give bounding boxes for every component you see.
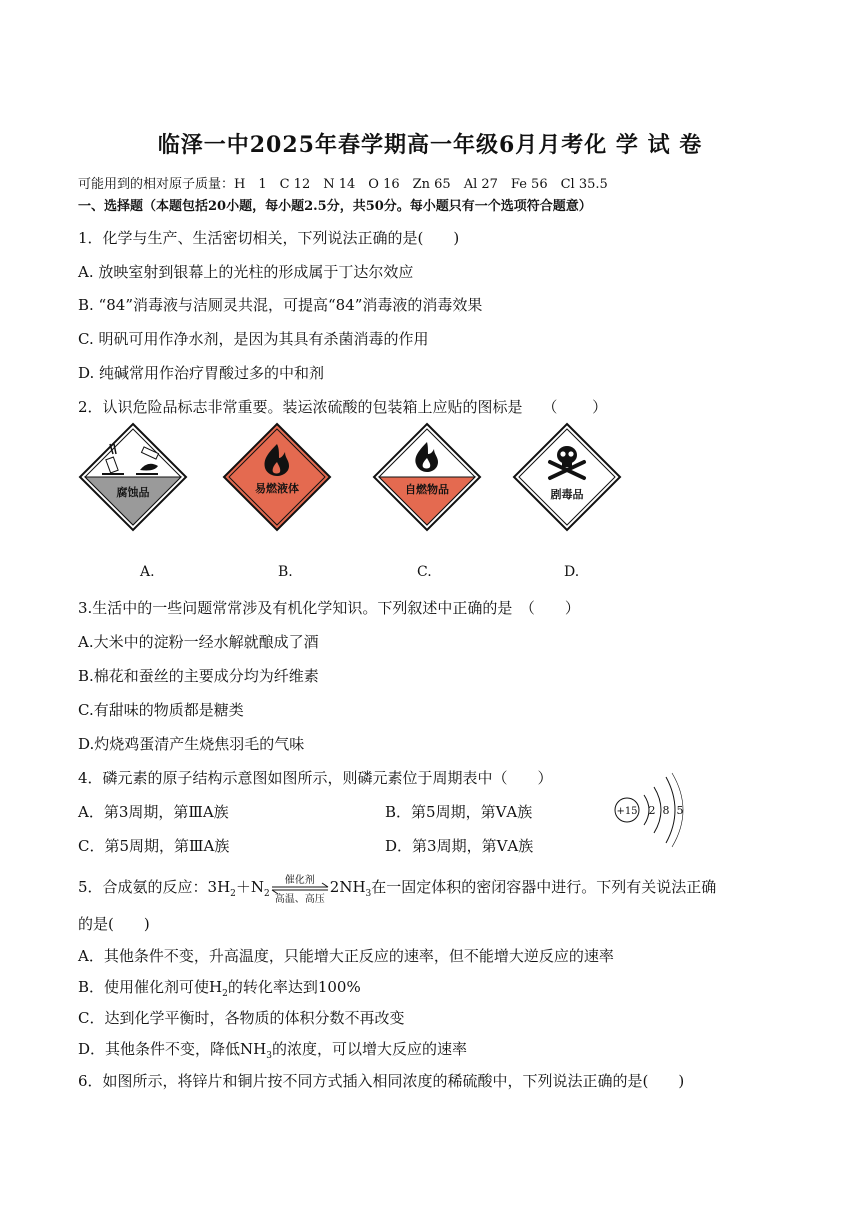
section-heading: 一、选择题（本题包括20小题，每小题2.5分，共50分。每小题只有一个选项符合题意） [78,199,592,214]
q5-stem: 5．合成氨的反应：$3H_2+N_2$ 催化剂 高温、高压 $2NH_3$在一固定体积的密闭容器中进行。下列有关说法正确 [78,875,717,905]
corrosive-sign-label: 腐蚀品 [116,486,150,499]
flammable-liquid-fill [224,424,330,530]
shell-2-count: 8 [662,804,670,817]
q1-option-b: B. “84”消毒液与洁厕灵共混，可提高“84”消毒液的消毒效果 [78,296,483,314]
q2-option-b-label: B. [278,564,293,580]
q3-option-b: B.棉花和蚕丝的主要成分均为纤维素 [78,667,319,685]
q2-option-d-label: D. [564,564,580,580]
shell-1-count: 2 [648,804,656,817]
q6-stem: 6．如图所示，将锌片和铜片按不同方式插入相同浓度的稀硫酸中，下列说法正确的是( ) [78,1072,685,1090]
q1-option-c: C. 明矾可用作净水剂，是因为其具有杀菌消毒的作用 [78,330,429,348]
shell-3-count: 5 [676,804,684,817]
phosphorus-atom-diagram [610,765,695,855]
q5-option-c: C．达到化学平衡时，各物质的体积分数不再改变 [78,1009,405,1027]
q1-stem: 1．化学与生产、生活密切相关，下列说法正确的是( ) [78,229,460,247]
toxic-fill [514,424,620,530]
flammable-liquid-sign [222,422,332,532]
corrosive-sign [78,422,188,532]
atomic-masses: 可能用到的相对原子质量：H 1 C 12 N 14 O 16 Zn 65 Al 27 Fe 56 Cl 35.5 [78,177,608,192]
toxic-sign [512,422,622,532]
spontaneous-combustion-sign [372,422,482,532]
q2-option-c-label: C. [417,564,432,580]
q2-option-a-label: A. [140,564,155,580]
q4-option-a: A．第3周期，第ⅢA族 [78,803,229,821]
q5-option-a: A．其他条件不变，升高温度，只能增大正反应的速率，但不能增大逆反应的速率 [78,947,614,965]
spontaneous-combustion-sign-label: 自燃物品 [405,483,449,496]
equilibrium-arrow-icon: 催化剂 高温、高压 [270,873,330,903]
q4-option-c: C．第5周期，第ⅢA族 [78,837,230,855]
q2-stem: 2．认识危险品标志非常重要。装运浓硫酸的包装箱上应贴的图标是 （ ） [78,398,608,416]
q3-option-c: C.有甜味的物质都是糖类 [78,701,244,719]
q1-option-d: D. 纯碱常用作治疗胃酸过多的中和剂 [78,364,325,382]
flammable-liquid-sign-label: 易燃液体 [255,482,299,495]
skull-icon [557,446,577,464]
q3-stem: 3.生活中的一些问题常常涉及有机化学知识。下列叙述中正确的是 （ ） [78,599,580,617]
q4-stem: 4．磷元素的原子结构示意图如图所示，则磷元素位于周期表中（ ） [78,769,553,787]
corrosive-lower-fill [85,477,181,525]
q4-option-b: B．第5周期，第ⅤA族 [385,803,533,821]
nucleus-label: +15 [616,806,638,817]
q5-stem-line2: 的是( ) [78,915,150,933]
q3-option-d: D.灼烧鸡蛋清产生烧焦羽毛的气味 [78,735,305,753]
exam-title: 临泽一中2025年春学期高一年级6月月考化 学 试 卷 [157,132,703,158]
q5-option-d: D．其他条件不变，降低$NH_3$的浓度，可以增大反应的速率 [78,1040,467,1061]
q3-option-a: A.大米中的淀粉一经水解就酿成了酒 [78,633,319,651]
q1-option-a: A. 放映室射到银幕上的光柱的形成属于丁达尔效应 [78,263,414,281]
q4-option-d: D．第3周期，第ⅤA族 [385,837,534,855]
q5-option-b: B．使用催化剂可使$H_2$的转化率达到100% [78,978,361,999]
toxic-sign-label: 剧毒品 [550,488,584,501]
